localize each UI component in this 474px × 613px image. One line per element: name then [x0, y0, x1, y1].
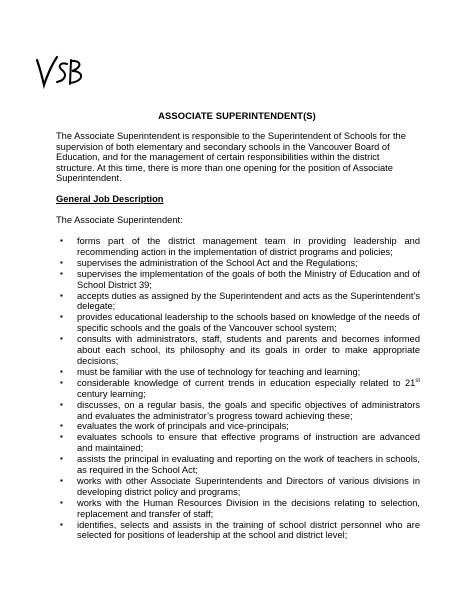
duty-item	[56, 421, 420, 432]
duty-item	[56, 334, 420, 367]
duty-text: considerable knowledge of current trends in education especially related to 21st century learning;	[77, 377, 420, 399]
duty-item	[56, 400, 420, 422]
duty-text: evaluates schools to ensure that effective programs of instruction are advanced and maintained;	[77, 432, 420, 454]
intro-paragraph: The Associate Superintendent is responsible to the Superintendent of Schools for the supervision of both elementary and secondary schools in the Vancouver Board of Education, and for the management of certain responsibilities within the district structure. At this time, there is more than one opening for the position of Associate Superintendent.	[56, 131, 406, 184]
bullet-icon: ▪	[60, 421, 63, 431]
bullet-icon: ▪	[60, 366, 63, 376]
duty-item	[56, 291, 420, 313]
bullet-icon: ▪	[60, 519, 63, 529]
duty-item	[56, 378, 420, 400]
bullet-icon: ▪	[60, 497, 63, 507]
bullet-icon: ▪	[60, 377, 63, 387]
duty-text: accepts duties as assigned by the Superintendent and acts as the Superintendent’s delegate;	[77, 290, 421, 312]
duty-text: assists the principal in evaluating and reporting on the work of teachers in schools, as required in the School Act;	[77, 454, 420, 476]
duty-text: works with the Human Resources Division in the decisions relating to selection, replacement and transfer of staff;	[77, 497, 420, 519]
duty-item	[56, 269, 420, 291]
duty-item	[56, 367, 420, 378]
duty-item	[56, 476, 420, 498]
section-heading: General Job Description	[56, 194, 164, 204]
duty-item	[56, 258, 420, 269]
duty-text: consults with administrators, staff, students and parents and becomes informed about each school, its philosophy and its goals in order to make appropriate decisions;	[77, 334, 420, 366]
duty-text: discusses, on a regular basis, the goals and specific objectives of administrators and evaluates the administrator’s progress toward achieving these;	[77, 399, 420, 421]
bullet-icon: ▪	[60, 312, 63, 322]
duty-text: provides educational leadership to the schools based on knowledge of the needs of specific schools and the goals of the Vancouver school system;	[77, 312, 420, 334]
vsb-logo-mark	[33, 52, 97, 92]
duty-text: evaluates the work of principals and vice-principals;	[77, 421, 289, 432]
bullet-icon: ▪	[60, 399, 63, 409]
duty-item	[56, 520, 420, 542]
duty-item	[56, 454, 420, 476]
bullet-icon: ▪	[60, 290, 63, 300]
duty-text: supervises the administration of the School Act and the Regulations;	[77, 257, 358, 268]
bullet-icon: ▪	[60, 257, 63, 267]
bullet-icon: ▪	[60, 236, 63, 245]
vsb-logo	[33, 52, 97, 92]
duty-item	[56, 432, 420, 454]
duty-text: works with other Associate Superintendents and Directors of various divisions in developing district policy and programs;	[77, 475, 420, 497]
duty-item	[56, 498, 420, 520]
duties-list	[56, 236, 420, 541]
duty-text: supervises the implementation of the goals of both the Ministry of Education and of School District 39;	[77, 268, 420, 290]
bullet-icon: ▪	[60, 334, 63, 344]
duty-text: forms part of the district management team in providing leadership and recommending action in the implementation of district programs and policies;	[77, 236, 420, 257]
duty-text: identifies, selects and assists in the training of school district personnel who are selected for positions of leadership at the school and district level;	[77, 519, 420, 541]
bullet-icon: ▪	[60, 268, 63, 278]
duty-item	[56, 236, 420, 258]
bullet-icon: ▪	[60, 475, 63, 485]
document-title: ASSOCIATE SUPERINTENDENT(S)	[158, 110, 316, 121]
bullet-icon: ▪	[60, 432, 63, 442]
duty-text: must be familiar with the use of technology for teaching and learning;	[77, 366, 361, 377]
duty-item	[56, 312, 420, 334]
bullet-icon: ▪	[60, 454, 63, 464]
lead-in-text: The Associate Superintendent:	[56, 215, 183, 225]
